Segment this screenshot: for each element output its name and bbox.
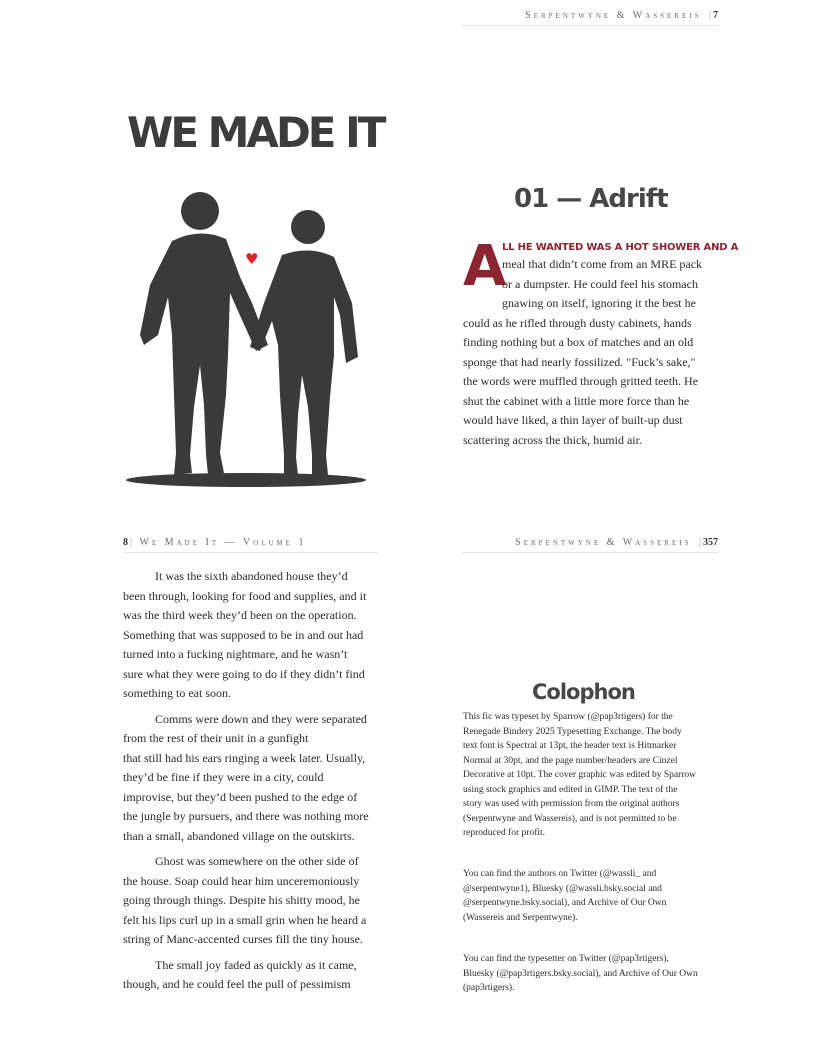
page7-running-head xyxy=(462,10,718,26)
colophon-line: text font is Spectral at 13pt, the header text is Hitmarker xyxy=(463,741,677,751)
para-line: improvise, but they’d been pushed to the edge of xyxy=(123,789,358,804)
left-figure-body xyxy=(140,233,268,475)
colophon-line: Decorative at 10pt. The cover graphic was edited by Sparrow xyxy=(463,770,697,780)
page8-header-separator: | xyxy=(130,537,133,548)
para-line: was the third week they’d been on the operation. xyxy=(123,608,357,622)
para-line: from the rest of their unit in a gunfight xyxy=(123,731,309,745)
right-figure-head xyxy=(291,210,325,244)
colophon-title: Colophon xyxy=(532,680,635,704)
para-line: It was the sixth abandoned house they’d xyxy=(155,569,348,583)
para-line: or a dumpster. He could feel his stomach xyxy=(502,276,698,291)
paragraph xyxy=(123,852,385,950)
colophon-line: @serpentwyne1), Bluesky (@wassli.bsky.social and xyxy=(463,883,662,894)
right-figure-body xyxy=(250,250,358,475)
para-line: could as he rifled through dusty cabinets, hands xyxy=(463,315,692,330)
ground-shadow xyxy=(126,473,366,487)
para-line: Comms were down and they were separated xyxy=(155,711,367,726)
cover-title: WE MADE IT xyxy=(127,108,384,157)
page7-header-separator: | xyxy=(708,10,711,21)
paragraph xyxy=(123,710,385,847)
colophon-block-authors xyxy=(463,867,725,925)
para-line: the words were muffled through gritted teeth. He xyxy=(463,374,699,388)
colophon-line: Normal at 30pt, and the page number/headers are Cinzel xyxy=(463,755,678,766)
para-line: string of Manc-accented curses fill the tiny house. xyxy=(123,932,363,946)
colophon-line: Bluesky (@pap3rtigers.bsky.social), and Archive of Our Own xyxy=(463,968,698,979)
colophon-line: @serpentwyne.bsky.social), and Archive of Our Own xyxy=(463,898,667,908)
para-line: than a small, abandoned village on the outskirts. xyxy=(123,828,355,843)
page8-running-head xyxy=(123,537,378,553)
para-line: going through things. Despite his shitty mood, he xyxy=(123,893,360,907)
colophon-line: (pap3rtigers). xyxy=(463,983,515,993)
para-line: would have liked, a thin layer of built-up dust xyxy=(463,413,683,427)
colophon-block-typesetter xyxy=(463,952,725,996)
colophon-line: reproduced for profit. xyxy=(463,828,546,838)
para-line: the house. Soap could hear him unceremoniously xyxy=(123,873,360,888)
para-line: gnawing on itself, ignoring it the best he xyxy=(502,296,696,310)
chapter-lead-line: LL HE WANTED WAS A HOT SHOWER AND A xyxy=(502,242,739,253)
para-line: sponge that had nearly fossilized. "Fuck’s sake," xyxy=(463,354,696,369)
para-line: been through, looking for food and supplies, and it xyxy=(123,588,367,603)
para-line: turned into a fucking nightmare, and he wasn’t xyxy=(123,647,348,661)
para-line: meal that didn’t come from an MRE pack xyxy=(502,257,703,271)
para-line: that still had his ears ringing a week later. Usually, xyxy=(123,750,366,765)
colophon-line: (Wassereis and Serpentwyne). xyxy=(463,912,578,923)
page7-page-number: 7 xyxy=(713,10,718,21)
chapter-first-paragraph xyxy=(463,255,723,450)
page7-author-header: Serpentwyne & Wassereis xyxy=(525,10,702,21)
para-line: though, and he could feel the pull of pessimism xyxy=(123,977,351,991)
colophon-line: This fic was typeset by Sparrow (@pap3rtigers) for the xyxy=(463,712,673,722)
chapter-title: 01 — Adrift xyxy=(514,184,668,214)
para-line: Ghost was somewhere on the other side of xyxy=(155,854,359,868)
para-line: The small joy faded as quickly as it came, xyxy=(155,957,357,972)
para-line: something to eat soon. xyxy=(123,686,231,700)
page8-body xyxy=(123,567,385,1001)
paragraph xyxy=(123,956,385,995)
page357-page-number: 357 xyxy=(703,537,718,548)
page357-author-header: Serpentwyne & Wassereis xyxy=(515,537,692,548)
page8-title-header: We Made It — Volume 1 xyxy=(139,537,307,548)
page357-header-separator: | xyxy=(698,537,701,548)
para-line: Something that was supposed to be in and out had xyxy=(123,627,364,642)
colophon-line: story was used with permission from the original authors xyxy=(463,799,680,809)
para-line: sure what they were going to do if they didn’t find xyxy=(123,666,365,681)
para-line: the jungle by pursuers, and there was nothing more xyxy=(123,809,369,823)
colophon-line: You can find the typesetter on Twitter (@pap3rtigers), xyxy=(463,954,669,964)
paragraph xyxy=(123,567,385,704)
heart-icon: ♥ xyxy=(245,250,259,268)
para-line: finding nothing but a box of matches and an old xyxy=(463,335,694,349)
cover-silhouette-art xyxy=(120,185,380,495)
page8-page-number: 8 xyxy=(123,537,128,548)
para-line: felt his lips curl up in a small grin when he heard a xyxy=(123,912,367,927)
colophon-block-typesetting xyxy=(463,710,725,841)
para-line: shut the cabinet with a little more force than he xyxy=(463,393,690,408)
drop-cap: A xyxy=(463,234,507,299)
left-figure-head xyxy=(181,192,219,230)
colophon-line: Renegade Bindery 2025 Typesetting Exchange. The body xyxy=(463,726,682,737)
para-line: they’d be fine if they were in a city, could xyxy=(123,770,324,784)
para-line: scattering across the thick, humid air. xyxy=(463,432,642,447)
colophon-line: (Serpentwyne and Wassereis), and is not permitted to be xyxy=(463,813,677,824)
colophon-line: You can find the authors on Twitter (@wassli_ and xyxy=(463,869,657,879)
colophon-line: using stock graphics and edited in GIMP. The text of the xyxy=(463,784,678,795)
page357-running-head xyxy=(462,537,718,553)
